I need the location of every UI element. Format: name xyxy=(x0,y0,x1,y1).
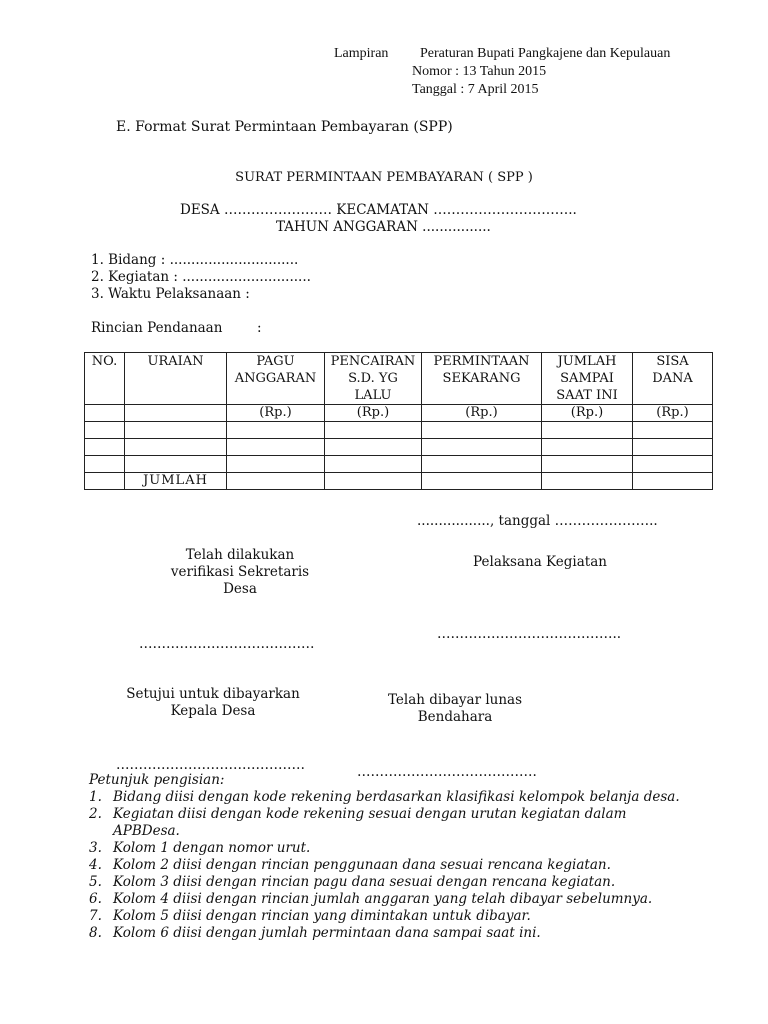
table-cell xyxy=(633,422,713,439)
table-cell xyxy=(85,439,125,456)
table-total-row xyxy=(85,473,713,490)
table-cell xyxy=(85,405,125,422)
table-cell: (Rp.) xyxy=(325,405,422,422)
table-cell xyxy=(325,422,422,439)
signature-line-pelaksana: ………………………………….. xyxy=(437,626,622,642)
table-cell xyxy=(633,473,713,490)
table-cell: (Rp.) xyxy=(633,405,713,422)
header-no: NO. xyxy=(85,353,125,405)
list-item: 7. Kolom 5 diisi dengan rincian yang dimintakan untuk dibayar. xyxy=(89,908,531,924)
document-title: SURAT PERMINTAAN PEMBAYARAN ( SPP ) xyxy=(235,170,533,185)
table-cell xyxy=(227,473,325,490)
list-item: 5. Kolom 3 diisi dengan rincian pagu dana sesuai dengan rencana kegiatan. xyxy=(89,874,616,890)
table-cell xyxy=(422,473,542,490)
table-cell xyxy=(85,422,125,439)
petunjuk-title: Petunjuk pengisian: xyxy=(89,772,225,788)
date-line: ................., tanggal ………………….. xyxy=(417,513,658,529)
table-cell xyxy=(85,473,125,490)
header-jumlah-sampai-saat-ini: JUMLAH SAMPAI SAAT INI xyxy=(542,353,633,405)
table-cell xyxy=(542,456,633,473)
lampiran-line-3: Tanggal : 7 April 2015 xyxy=(412,82,539,97)
table-cell xyxy=(85,456,125,473)
field-waktu-pelaksanaan: 3. Waktu Pelaksanaan : xyxy=(91,286,250,302)
pelaksana-kegiatan-label: Pelaksana Kegiatan xyxy=(473,554,607,570)
lampiran-line-2: Nomor : 13 Tahun 2015 xyxy=(412,64,547,79)
list-item: 4. Kolom 2 diisi dengan rincian penggunaan dana sesuai rencana kegiatan. xyxy=(89,857,611,873)
table-row xyxy=(85,422,713,439)
table-cell xyxy=(325,456,422,473)
field-bidang: 1. Bidang : .............................. xyxy=(91,252,299,268)
header-uraian: URAIAN xyxy=(125,353,227,405)
list-item: 2. Kegiatan diisi dengan kode rekening sesuai dengan urutan kegiatan dalam APBDesa. xyxy=(89,806,627,839)
table-cell xyxy=(422,456,542,473)
table-cell xyxy=(422,422,542,439)
table-cell: (Rp.) xyxy=(422,405,542,422)
lampiran-label: Lampiran xyxy=(334,46,389,61)
table-cell xyxy=(227,422,325,439)
signature-line-bendahara: …………………………………. xyxy=(357,764,537,780)
table-cell xyxy=(325,439,422,456)
table-cell xyxy=(125,439,227,456)
table-cell xyxy=(633,456,713,473)
rincian-table xyxy=(84,352,713,490)
rincian-pendanaan-label: Rincian Pendanaan xyxy=(91,320,223,336)
table-cell xyxy=(227,439,325,456)
table-cell xyxy=(542,473,633,490)
header-pencairan: PENCAIRAN S.D. YG LALU xyxy=(325,353,422,405)
table-header-row xyxy=(85,353,713,405)
petunjuk-list xyxy=(89,789,683,942)
setujui-kepala-desa-label: Setujui untuk dibayarkan Kepala Desa xyxy=(126,686,300,719)
bendahara-label: Telah dibayar lunas Bendahara xyxy=(387,692,523,725)
table-cell xyxy=(227,456,325,473)
table-cell xyxy=(542,439,633,456)
header-permintaan-sekarang: PERMINTAAN SEKARANG xyxy=(422,353,542,405)
lampiran-line-1: Peraturan Bupati Pangkajene dan Kepulauan xyxy=(420,46,671,61)
petunjuk-pengisian xyxy=(89,772,683,942)
desa-kecamatan-line: DESA …………………… KECAMATAN ………………………….. xyxy=(180,202,577,218)
table-cell xyxy=(125,405,227,422)
tahun-anggaran-line: TAHUN ANGGARAN ................ xyxy=(276,219,491,235)
table-cell: (Rp.) xyxy=(227,405,325,422)
table-cell xyxy=(542,422,633,439)
table-cell xyxy=(125,422,227,439)
list-item: 8. Kolom 6 diisi dengan jumlah permintaan dana sampai saat ini. xyxy=(89,925,541,941)
table-row xyxy=(85,405,713,422)
section-title: E. Format Surat Permintaan Pembayaran (SPP) xyxy=(116,119,453,135)
signature-line-sekretaris: ………………………………… xyxy=(139,636,315,652)
list-item: 1. Bidang diisi dengan kode rekening berdasarkan klasifikasi kelompok belanja desa. xyxy=(89,789,680,805)
table-cell xyxy=(125,456,227,473)
field-kegiatan: 2. Kegiatan : .............................. xyxy=(91,269,311,285)
verifikasi-sekretaris-label: Telah dilakukan verifikasi Sekretaris Desa xyxy=(170,547,310,597)
table-cell: (Rp.) xyxy=(542,405,633,422)
list-item: 3. Kolom 1 dengan nomor urut. xyxy=(89,840,311,856)
header-sisa-dana: SISA DANA xyxy=(633,353,713,405)
table-cell xyxy=(325,473,422,490)
signature-line-kepala-desa: …………………………………… xyxy=(116,757,305,773)
table-cell xyxy=(633,439,713,456)
total-label: JUMLAH xyxy=(125,473,227,490)
rincian-pendanaan-colon: : xyxy=(257,320,262,336)
header-pagu-anggaran: PAGU ANGGARAN xyxy=(227,353,325,405)
table-cell xyxy=(422,439,542,456)
list-item: 6. Kolom 4 diisi dengan rincian jumlah anggaran yang telah dibayar sebelumnya. xyxy=(89,891,653,907)
table-row xyxy=(85,439,713,456)
table-row xyxy=(85,456,713,473)
